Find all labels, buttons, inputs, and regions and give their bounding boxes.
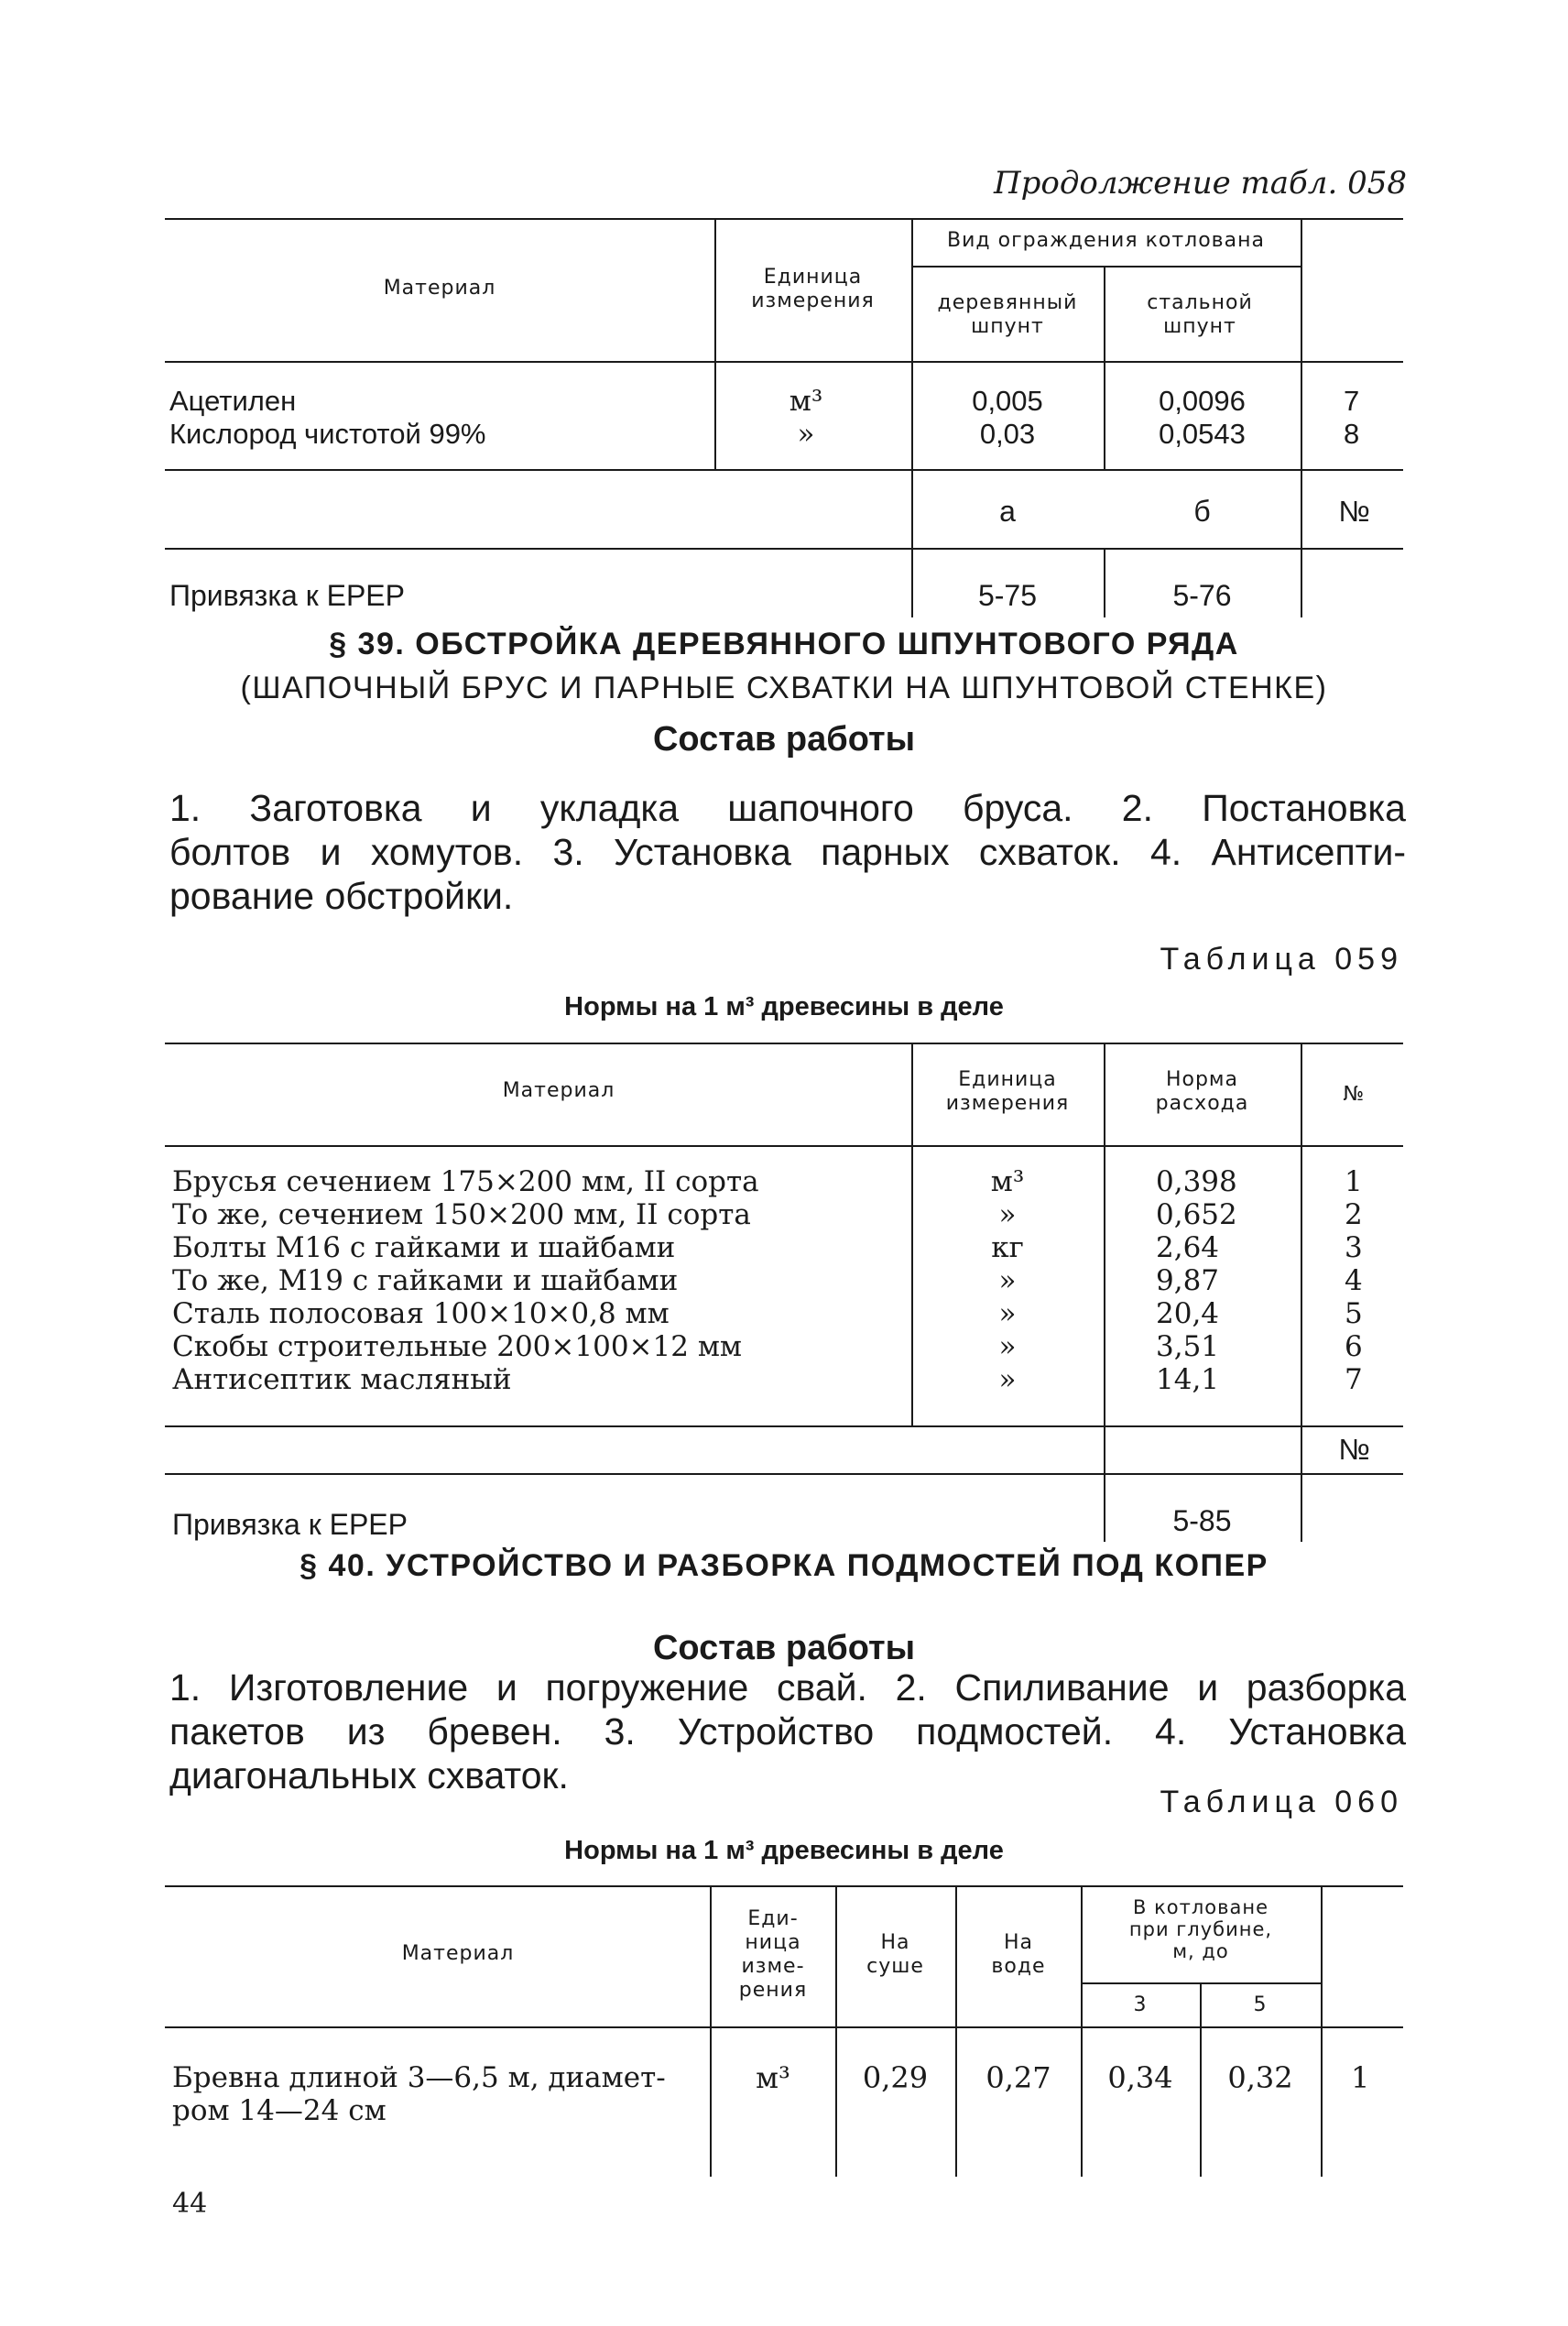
work-heading: Состав работы: [652, 1629, 916, 1667]
binding-value: 5-85: [1172, 1504, 1232, 1537]
cell-material: То же, М19 с гайками и шайбами: [172, 1264, 679, 1297]
rule: [955, 1885, 957, 2177]
rule: [835, 1885, 837, 2177]
continuation-caption: Продолжение табл. 058: [994, 165, 1407, 202]
cell-no: 7: [1345, 1363, 1363, 1396]
paragraph-line: рование обстройки.: [169, 875, 514, 917]
cell-unit: кг: [991, 1231, 1024, 1264]
table-row: [916, 385, 1099, 451]
cell-norm: 9,87: [1156, 1264, 1220, 1297]
table-059-label: Таблица 059: [1160, 942, 1403, 977]
cell-unit: м³: [756, 2060, 790, 2095]
section-39-subtitle: (ШАПОЧНЫЙ БРУС И ПАРНЫЕ СХВАТКИ НА ШПУНТОВОЙ СТЕНКЕ): [240, 671, 1328, 705]
table-rows: [962, 1165, 1053, 1396]
page-number: 44: [172, 2188, 208, 2220]
table-060-caption: Нормы на 1 м³ древесины в деле: [564, 1836, 1004, 1865]
table-rows: [1156, 1165, 1237, 1396]
rule: [165, 469, 1403, 471]
col-unit-line: Еди-: [747, 1907, 799, 1930]
section-39-title: § 39. ОБСТРОЙКА ДЕРЕВЯННОГО ШПУНТОВОГО РЯДА: [329, 627, 1239, 661]
cell-material: Сталь полосовая 100×10×0,8 мм: [172, 1297, 670, 1330]
cell-material: ром 14—24 см: [172, 2094, 387, 2127]
section-40-title: § 40. УСТРОЙСТВО И РАЗБОРКА ПОДМОСТЕЙ ПОД КОПЕР: [299, 1548, 1269, 1583]
rule: [911, 218, 913, 617]
col-unit: Единица измерения: [751, 266, 875, 312]
rule: [165, 1043, 1403, 1044]
cell-no: 5: [1345, 1297, 1363, 1330]
col-water-line: воде: [991, 1955, 1046, 1978]
col-depth-3: 3: [1133, 1993, 1148, 2016]
col-steel: стальной шпунт: [1147, 291, 1253, 338]
col-pit-line: при глубине,: [1128, 1918, 1273, 1940]
cell-unit: м³: [789, 385, 823, 418]
cell-material: Скобы строительные 200×100×12 мм: [172, 1330, 743, 1363]
cell-no: 1: [1351, 2060, 1370, 2095]
col-group: Вид ограждения котлована: [947, 229, 1265, 252]
binding-a: 5-75: [977, 579, 1038, 612]
col-pit-line: В котловане: [1132, 1896, 1269, 1918]
cell-norm: 0,652: [1156, 1198, 1237, 1231]
footer-no: №: [1338, 495, 1370, 528]
table-060-label: Таблица 060: [1160, 1785, 1403, 1819]
col-unit: Единица измерения: [945, 1068, 1070, 1115]
cell-depth-5: 0,32: [1227, 2060, 1293, 2095]
col-pit: [1083, 1896, 1319, 1962]
cell-wood: 0,03: [979, 418, 1036, 450]
rule: [1321, 1885, 1323, 2177]
col-no: №: [1343, 1083, 1366, 1106]
cell-unit: »: [998, 1330, 1017, 1363]
rule: [911, 266, 1301, 268]
paragraph-line: болтов и хомутов. 3. Установка парных схваток. 4. Антисепти-: [169, 831, 1406, 873]
col-water: [958, 1931, 1079, 1979]
cell-no: 6: [1345, 1330, 1363, 1363]
cell-norm: 14,1: [1156, 1363, 1220, 1396]
cell-material: Кислород чистотой 99%: [169, 418, 486, 450]
cell-norm: 2,64: [1156, 1231, 1220, 1264]
col-unit-line: ница: [745, 1931, 801, 1954]
col-unit: [714, 1907, 832, 2003]
cell-material: Болты М16 с гайками и шайбами: [172, 1231, 676, 1264]
paragraph-line: пакетов из бревен. 3. Устройство подмостей. 4. Установка: [169, 1710, 1406, 1753]
col-water-line: На: [1003, 1931, 1034, 1954]
rule: [165, 361, 1403, 363]
table-rows: [1345, 1165, 1363, 1396]
rule: [710, 1885, 712, 2177]
rule: [1104, 1043, 1105, 1542]
cell-no: 8: [1344, 418, 1360, 450]
rule: [165, 1885, 1403, 1887]
cell-norm: 0,398: [1156, 1165, 1237, 1198]
binding-label: Привязка к ЕРЕР: [172, 1508, 408, 1541]
cell-wood: 0,005: [972, 385, 1043, 417]
work-description: [169, 1665, 1406, 1797]
col-material: Материал: [383, 277, 496, 300]
rule: [165, 548, 1403, 550]
col-land-line: На: [880, 1931, 910, 1954]
col-wood: деревянный шпунт: [937, 291, 1078, 338]
col-unit-line: изме-: [741, 1955, 805, 1978]
cell-unit: »: [998, 1198, 1017, 1231]
paragraph-line: 1. Заготовка и укладка шапочного бруса. 2. Постановка: [169, 787, 1406, 829]
cell-norm: 20,4: [1156, 1297, 1220, 1330]
rule: [1104, 266, 1105, 469]
cell-steel: 0,0543: [1159, 418, 1246, 450]
cell-no: 2: [1345, 1198, 1363, 1231]
rule: [165, 1145, 1403, 1147]
table-rows: [172, 1165, 759, 1396]
paragraph-line: диагональных схваток.: [169, 1754, 569, 1796]
table-059-caption: Нормы на 1 м³ древесины в деле: [564, 992, 1004, 1021]
col-land: [838, 1931, 953, 1979]
col-material: Материал: [401, 1942, 515, 1965]
footer-a: а: [999, 495, 1016, 528]
cell-water: 0,27: [985, 2060, 1051, 2095]
rule: [165, 218, 1403, 220]
cell-unit: »: [998, 1264, 1017, 1297]
cell-no: 4: [1345, 1264, 1363, 1297]
cell-material: То же, сечением 150×200 мм, II сорта: [172, 1198, 751, 1231]
cell-material: Бревна длиной 3—6,5 м, диамет-: [172, 2061, 666, 2094]
cell-material: Антисептик масляный: [172, 1363, 512, 1396]
col-material: Материал: [502, 1079, 615, 1102]
col-land-line: суше: [866, 1955, 924, 1978]
rule: [1301, 1043, 1302, 1542]
cell-unit: »: [797, 418, 815, 451]
col-pit-line: м, до: [1172, 1940, 1229, 1962]
cell-unit: »: [998, 1297, 1017, 1330]
cell-unit: »: [998, 1363, 1017, 1396]
cell-no: 7: [1344, 385, 1360, 417]
cell-norm: 3,51: [1156, 1330, 1220, 1363]
col-norm: Норма расхода: [1155, 1068, 1249, 1115]
binding-b: 5-76: [1172, 579, 1232, 612]
rule: [1104, 548, 1105, 617]
cell-material: Ацетилен: [169, 385, 297, 417]
rule: [911, 1043, 913, 1425]
rule: [165, 1473, 1403, 1475]
work-heading: Состав работы: [652, 720, 916, 759]
table-row: [760, 385, 852, 451]
cell-unit: м³: [990, 1165, 1025, 1198]
rule: [714, 218, 716, 469]
rule: [1301, 218, 1302, 617]
table-row: [172, 2061, 666, 2127]
col-unit-line: рения: [738, 1979, 808, 2002]
table-row: [1344, 385, 1359, 451]
col-depth-5: 5: [1253, 1993, 1268, 2016]
cell-no: 1: [1345, 1165, 1363, 1198]
table-row: [169, 385, 486, 451]
cell-material: Брусья сечением 175×200 мм, II сорта: [172, 1165, 759, 1198]
cell-depth-3: 0,34: [1107, 2060, 1173, 2095]
cell-land: 0,29: [862, 2060, 929, 2095]
footer-b: б: [1193, 495, 1211, 528]
cell-no: 3: [1345, 1231, 1363, 1264]
binding-label: Привязка к ЕРЕР: [169, 579, 405, 612]
work-description: [169, 786, 1406, 918]
rule: [165, 2026, 1403, 2028]
rule: [165, 1425, 1403, 1427]
footer-no: №: [1338, 1433, 1370, 1466]
cell-steel: 0,0096: [1159, 385, 1246, 417]
paragraph-line: 1. Изготовление и погружение свай. 2. Спиливание и разборка: [169, 1666, 1406, 1709]
table-row: [1108, 385, 1296, 451]
